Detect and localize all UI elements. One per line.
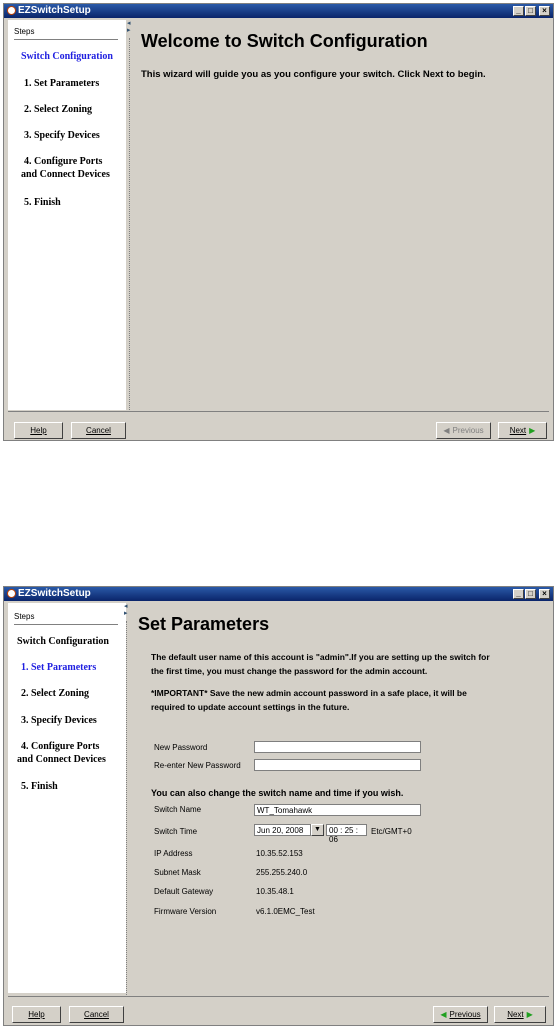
content-pane [129, 603, 551, 995]
step-finish: 5. Finish [24, 197, 61, 208]
steps-header: Steps [14, 27, 35, 36]
step-set-parameters: 1. Set Parameters [21, 662, 97, 673]
new-password-label: New Password [154, 743, 208, 752]
collapse-arrows-icon[interactable]: ◂ ▸ [127, 20, 131, 34]
next-label: Next [507, 1010, 524, 1019]
page-title: Set Parameters [138, 614, 270, 634]
step-specify-devices: 3. Specify Devices [21, 715, 97, 726]
previous-button[interactable] [436, 422, 491, 439]
minimize-icon[interactable]: _ [513, 589, 524, 599]
step-connect-devices: and Connect Devices [21, 169, 110, 180]
firmware-version-value: v6.1.0EMC_Test [256, 907, 315, 916]
next-label: Next [509, 426, 527, 435]
firmware-version-label: Firmware Version [154, 907, 217, 916]
app-icon [7, 589, 16, 598]
page-title: Welcome to Switch Configuration [141, 31, 428, 51]
collapse-arrows-icon[interactable]: ◂ ▸ [124, 603, 128, 617]
previous-button[interactable] [433, 1006, 488, 1023]
welcome-window [3, 3, 554, 441]
step-select-zoning: 2. Select Zoning [21, 688, 90, 699]
title-bar[interactable] [4, 4, 553, 18]
important-text-line2: required to update account settings in the future. [151, 702, 350, 712]
default-gateway-value: 10.35.48.1 [256, 887, 294, 896]
next-button[interactable] [498, 422, 547, 439]
default-account-text-line2: the first time, you must change the password for the admin account. [151, 666, 428, 676]
help-button[interactable] [14, 422, 63, 439]
content-pane [132, 20, 551, 410]
steps-header: Steps [14, 612, 35, 621]
window-title: EZSwitchSetup [18, 588, 91, 599]
cancel-label: Cancel [86, 426, 111, 435]
step-select-zoning: 2. Select Zoning [24, 104, 93, 115]
step-switch-configuration: Switch Configuration [21, 51, 113, 62]
maximize-icon[interactable]: □ [525, 589, 536, 599]
close-icon[interactable]: × [539, 589, 550, 599]
time-field[interactable]: 00 : 25 : 06 [326, 824, 367, 836]
next-button[interactable] [494, 1006, 546, 1023]
close-icon[interactable]: × [539, 6, 550, 16]
title-bar[interactable] [4, 587, 553, 601]
reenter-password-field[interactable] [254, 759, 421, 771]
chevron-down-icon[interactable]: ▼ [311, 824, 324, 836]
help-label: Help [30, 426, 47, 435]
steps-panel [8, 603, 126, 993]
ip-address-value: 10.35.52.153 [256, 849, 303, 858]
date-picker-field[interactable]: Jun 20, 2008 [254, 824, 311, 836]
help-button[interactable] [12, 1006, 61, 1023]
step-configure-ports: 4. Configure Ports [24, 156, 103, 167]
footer-divider [8, 411, 549, 412]
maximize-icon[interactable]: □ [525, 6, 536, 16]
help-label: Help [28, 1010, 45, 1019]
cancel-label: Cancel [84, 1010, 109, 1019]
footer-divider [8, 996, 549, 997]
splitter[interactable] [129, 38, 130, 410]
default-gateway-label: Default Gateway [154, 887, 214, 896]
important-text-line1: *IMPORTANT* Save the new admin account password in a safe place, it will be [151, 688, 467, 698]
cancel-button[interactable] [69, 1006, 124, 1023]
step-configure-ports: 4. Configure Ports [21, 741, 100, 752]
splitter[interactable] [126, 621, 127, 995]
arrow-left-icon: ◀ [440, 1010, 447, 1019]
steps-panel [8, 20, 126, 410]
reenter-password-label: Re-enter New Password [154, 761, 241, 770]
step-finish: 5. Finish [21, 781, 58, 792]
switch-name-field[interactable]: WT_Tomahawk [254, 804, 421, 816]
default-account-text-line1: The default user name of this account is "admin".If you are setting up the switch for [151, 652, 490, 662]
arrow-right-icon: ▶ [526, 1010, 533, 1019]
app-icon [7, 6, 16, 15]
switch-time-label: Switch Time [154, 827, 198, 836]
minimize-icon[interactable]: _ [513, 6, 524, 16]
steps-divider [14, 39, 118, 40]
timezone-label: Etc/GMT+0 [371, 827, 412, 836]
intro-text: This wizard will guide you as you configure your switch. Click Next to begin. [141, 69, 486, 80]
steps-divider [14, 624, 118, 625]
switch-name-label: Switch Name [154, 805, 202, 814]
previous-label: Previous [452, 426, 484, 435]
window-title: EZSwitchSetup [18, 5, 91, 16]
ip-address-label: IP Address [154, 849, 193, 858]
step-specify-devices: 3. Specify Devices [24, 130, 100, 141]
step-connect-devices: and Connect Devices [17, 754, 106, 765]
subnet-mask-label: Subnet Mask [154, 868, 201, 877]
also-change-text: You can also change the switch name and time if you wish. [151, 788, 404, 798]
step-switch-configuration: Switch Configuration [17, 636, 109, 647]
set-parameters-window [3, 586, 554, 1026]
new-password-field[interactable] [254, 741, 421, 753]
previous-label: Previous [449, 1010, 481, 1019]
subnet-mask-value: 255.255.240.0 [256, 868, 308, 877]
cancel-button[interactable] [71, 422, 126, 439]
step-set-parameters: 1. Set Parameters [24, 78, 100, 89]
arrow-right-icon: ▶ [529, 426, 536, 435]
arrow-left-icon: ◀ [443, 426, 450, 435]
